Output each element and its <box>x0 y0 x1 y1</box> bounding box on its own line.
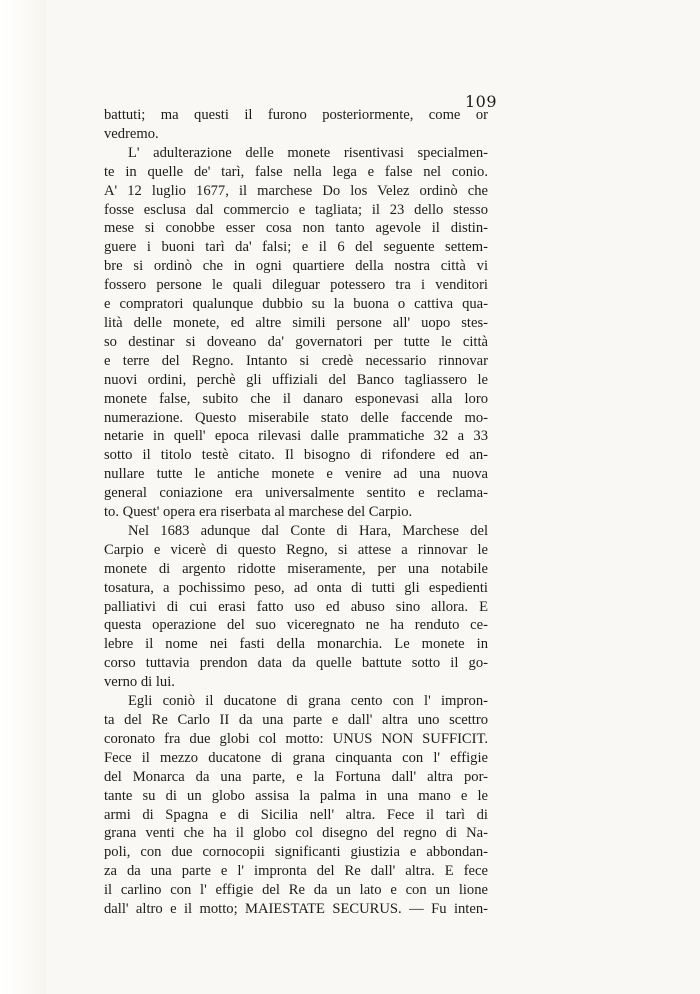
text-line: battuti; ma questi il furono posteriormente, come or <box>104 107 488 123</box>
text-line: za da una parte e l' impronta del Re dall' altra. E fece <box>104 863 488 880</box>
text-line: tosatura, a pochissimo peso, ad onta di tutti gli espedienti <box>104 579 488 596</box>
text-line: dall' altro e il motto; MAIESTATE SECURUS. — Fu inten- <box>104 901 488 918</box>
text-line: sotto il titolo testè citato. Il bisogno di rifondere ed an- <box>104 447 488 464</box>
text-line: palliativi di cui erasi fatto uso ed abuso sino allora. E <box>104 598 488 615</box>
text-line: e terre del Regno. Intanto si credè necessario rinnovar <box>104 352 488 369</box>
text-line: general coniazione era universalmente sentito e reclama- <box>104 485 488 502</box>
text-line: mese si conobbe esser cosa non tanto agevole il distin- <box>104 220 488 237</box>
text-line: armi di Spagna e di Sicilia nell' altra. Fece il tarì di <box>104 806 488 823</box>
text-line: vedremo. <box>104 125 159 142</box>
text-line: tante su di un globo assisa la palma in una mano e le <box>104 787 488 804</box>
text-line: fosse esclusa dal commercio e tagliata; il 23 dello stesso <box>104 201 488 218</box>
text-line: nuovi ordini, perchè gli uffiziali del Banco tagliassero le <box>104 371 488 388</box>
paragraph-4 <box>104 692 488 919</box>
text-line: numerazione. Questo miserabile stato delle faccende mo- <box>104 409 488 426</box>
text-line: coronato fra due globi col motto: UNUS NON SUFFICIT. <box>104 730 488 747</box>
text-line: fossero persone le quali dileguar potessero tra i venditori <box>104 277 488 294</box>
paragraph-3 <box>104 522 488 692</box>
text-line: poli, con due cornocopii significanti giustizia e abbondan- <box>104 844 488 861</box>
text-line: lebre il nome nei fasti della monarchia. Le monete in <box>104 636 488 653</box>
text-line: questa operazione del suo viceregnato ne ha renduto ce- <box>104 617 488 634</box>
paragraph-2 <box>104 144 488 522</box>
text-line: to. Quest' opera era riserbata al marchese del Carpio. <box>104 504 413 521</box>
text-line: guere i buoni tarì da' falsi; e il 6 del seguente settem- <box>104 239 488 256</box>
text-line: monete false, subito che il danaro esponevasi alla loro <box>104 390 488 407</box>
text-line: te in quelle de' tarì, false nella lega e false nel conio. <box>104 163 488 180</box>
text-line: A' 12 luglio 1677, il marchese Do los Velez ordinò che <box>104 182 488 199</box>
text-line: bre si ordinò che in ogni quartiere della nostra città vi <box>104 258 488 275</box>
text-line: lità delle monete, ed altre simili persone all' uopo stes- <box>104 314 488 331</box>
text-line: nullare tutte le antiche monete e venire ad una nuova <box>104 466 488 483</box>
body-text <box>104 106 488 919</box>
text-line: Egli coniò il ducatone di grana cento con l' impron- <box>128 693 488 710</box>
text-line: grana venti che ha il globo col disegno del regno di Na- <box>104 825 488 842</box>
text-line: Nel 1683 adunque dal Conte di Hara, Marchese del <box>128 522 488 539</box>
text-line: ta del Re Carlo II da una parte e dall' altra uno scettro <box>104 712 488 728</box>
page-number: 109 <box>465 92 498 111</box>
text-line: L' adulterazione delle monete risentivasi specialmen- <box>128 144 488 161</box>
text-line: del Monarca da una parte, e la Fortuna dall' altra por- <box>104 768 488 785</box>
page-gutter <box>0 0 46 994</box>
text-line: netarie in quell' epoca rilevasi dalle prammatiche 32 a 33 <box>104 428 488 445</box>
paragraph-1 <box>104 106 488 144</box>
text-line: il carlino con l' effigie del Re da un lato e con un lione <box>104 882 488 899</box>
text-line: Carpio e vicerè di questo Regno, si attese a rinnovar le <box>104 541 488 558</box>
text-line: corso tuttavia prendon data da quelle battute sotto il go- <box>104 655 488 672</box>
text-line: Fece il mezzo ducatone di grana cinquanta con l' effigie <box>104 749 488 766</box>
text-line: e compratori qualunque dubbio su la buona o cattiva qua- <box>104 296 488 313</box>
text-line: verno di lui. <box>104 674 175 691</box>
text-line: so destinar si doveano da' governatori per tutte le città <box>104 333 488 350</box>
text-line: monete di argento ridotte miseramente, per una notabile <box>104 560 488 577</box>
